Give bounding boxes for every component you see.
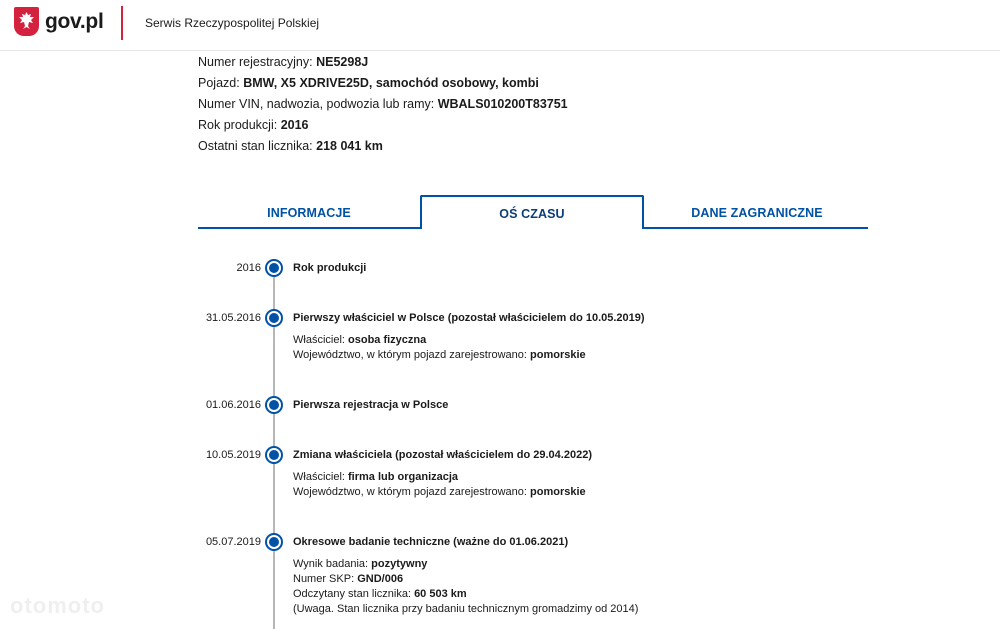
timeline-dot-icon	[267, 398, 281, 412]
event-date: 2016	[236, 262, 261, 274]
timeline-dot-icon	[267, 535, 281, 549]
detail-note: (Uwaga. Stan licznika przy badaniu technicznym gromadzimy od 2014)	[293, 603, 639, 615]
event-date: 31.05.2016	[205, 312, 261, 324]
header-subtitle: Serwis Rzeczypospolitej Polskiej	[145, 16, 320, 30]
event-title: Okresowe badanie techniczne (ważne do 01.06.2021)	[293, 536, 569, 548]
detail-label: Województwo, w którym pojazd zarejestrowano:	[293, 349, 527, 361]
watermark: otomoto	[10, 593, 105, 618]
event-title: Pierwszy właściciel w Polsce (pozostał właścicielem do 10.05.2019)	[293, 312, 645, 324]
detail-value: GND/006	[357, 573, 404, 585]
tab-os-czasu[interactable]: OŚ CZASU	[420, 195, 644, 229]
detail-row	[293, 485, 586, 500]
event-title: Zmiana właściciela (pozostał właścicielem do 29.04.2022)	[293, 449, 592, 461]
detail-row	[293, 470, 586, 485]
detail-value: firma lub organizacja	[348, 471, 459, 483]
detail-label: Województwo, w którym pojazd zarejestrowano:	[293, 486, 527, 498]
event-date: 05.07.2019	[205, 536, 261, 548]
detail-value: pomorskie	[530, 349, 586, 361]
event-title: Pierwsza rejestracja w Polsce	[293, 399, 449, 411]
detail-row	[293, 333, 586, 348]
timeline-dot-icon	[267, 311, 281, 325]
event-details	[293, 333, 586, 363]
year-value: 2016	[280, 118, 309, 132]
event-details	[293, 557, 638, 617]
timeline-dot-icon	[267, 448, 281, 462]
detail-label: Właściciel:	[293, 334, 345, 346]
year-label: Rok produkcji:	[198, 118, 278, 132]
event-date: 10.05.2019	[205, 449, 261, 461]
detail-row	[293, 348, 586, 363]
logo-text: gov.pl	[45, 9, 104, 33]
tab-informacje[interactable]: INFORMACJE	[267, 206, 351, 220]
registration-label: Numer rejestracyjny:	[198, 55, 313, 69]
detail-value: 60 503 km	[414, 588, 467, 600]
timeline-dot-icon	[267, 261, 281, 275]
vehicle-label: Pojazd:	[198, 76, 240, 90]
registration-value: NE5298J	[316, 55, 369, 69]
detail-row	[293, 572, 638, 587]
odometer-value: 218 041 km	[316, 139, 383, 153]
detail-row	[293, 602, 638, 617]
vehicle-value: BMW, X5 XDRIVE25D, samochód osobowy, kombi	[243, 76, 539, 90]
detail-label: Wynik badania:	[293, 558, 369, 570]
detail-row	[293, 587, 638, 602]
odometer-label: Ostatni stan licznika:	[198, 139, 313, 153]
vin-value: WBALS010200T83751	[437, 97, 568, 111]
detail-value: pomorskie	[530, 486, 586, 498]
tab-dane-zagraniczne[interactable]: DANE ZAGRANICZNE	[691, 206, 823, 220]
event-title: Rok produkcji	[293, 262, 367, 274]
event-details	[293, 470, 586, 500]
detail-label: Właściciel:	[293, 471, 345, 483]
detail-label: Odczytany stan licznika:	[293, 588, 411, 600]
vin-label: Numer VIN, nadwozia, podwozia lub ramy:	[198, 97, 435, 111]
detail-value: pozytywny	[371, 558, 428, 570]
detail-row	[293, 557, 638, 572]
event-date: 01.06.2016	[205, 399, 261, 411]
detail-label: Numer SKP:	[293, 573, 355, 585]
detail-value: osoba fizyczna	[348, 334, 427, 346]
